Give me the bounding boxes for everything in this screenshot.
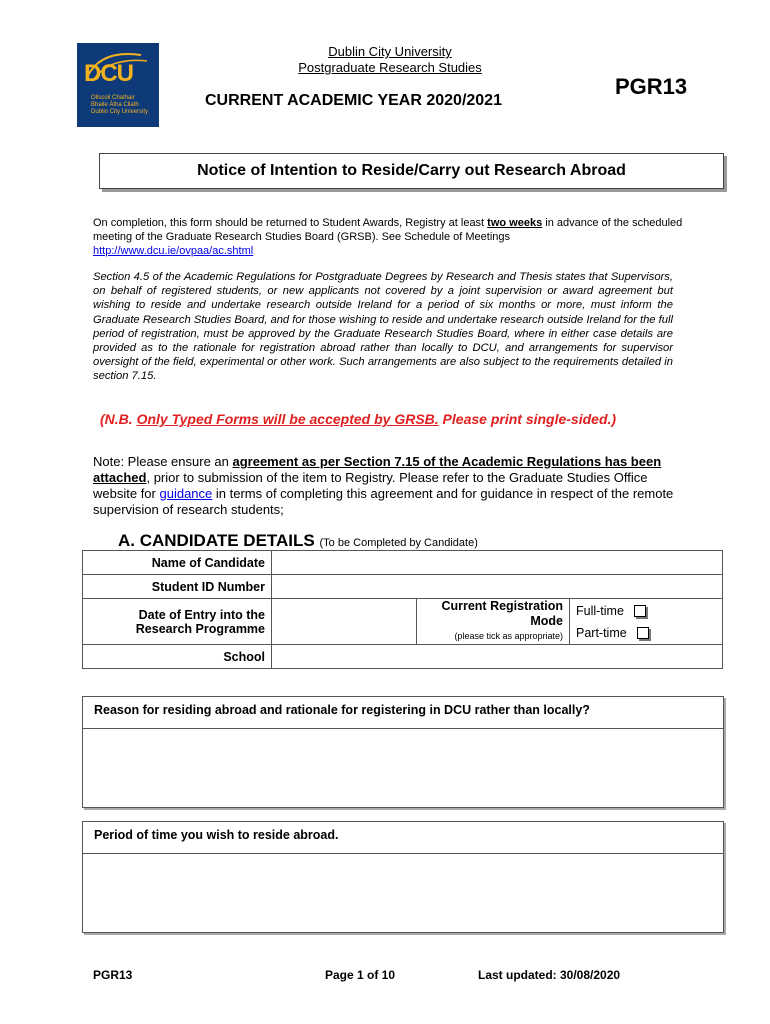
student-id-input[interactable]	[272, 575, 723, 599]
reason-box	[82, 696, 724, 808]
form-code: PGR13	[615, 74, 688, 99]
dcu-logo	[77, 43, 159, 127]
university-name: Dublin City University	[328, 44, 452, 59]
form-title-box	[99, 153, 724, 189]
office-name: Postgraduate Research Studies	[298, 60, 482, 75]
registration-mode-label: Current Registration Mode (please tick as appropriate)	[417, 599, 570, 645]
entry-date-label: Date of Entry into the Research Programme	[83, 599, 272, 645]
parttime-checkbox[interactable]	[637, 627, 649, 639]
schedule-link[interactable]: http://www.dcu.ie/ovpaa/ac.shtml	[93, 245, 254, 257]
academic-year: CURRENT ACADEMIC YEAR 2020/2021	[205, 92, 502, 109]
reason-textarea[interactable]	[83, 729, 723, 805]
footer-code: PGR13	[93, 968, 133, 982]
footer-page: Page 1 of 10	[325, 968, 396, 982]
period-question: Period of time you wish to reside abroad.	[83, 822, 723, 854]
registration-mode-options: Full-time Part-time	[570, 599, 723, 645]
school-label: School	[83, 645, 272, 669]
entry-date-input[interactable]	[272, 599, 417, 645]
name-label: Name of Candidate	[83, 551, 272, 575]
section-a-heading: A. CANDIDATE DETAILS (To be Completed by Candidate)	[118, 531, 478, 550]
school-input[interactable]	[272, 645, 723, 669]
name-input[interactable]	[272, 551, 723, 575]
footer-updated: Last updated: 30/08/2020	[478, 968, 621, 982]
logo-text: DCU	[84, 60, 133, 87]
candidate-details-table	[82, 550, 723, 669]
nb-notice: (N.B. Only Typed Forms will be accepted by GRSB. Please print single-sided.)	[100, 411, 617, 427]
reason-question: Reason for residing abroad and rationale for registering in DCU rather than locally?	[83, 697, 723, 729]
student-id-label: Student ID Number	[83, 575, 272, 599]
guidance-link[interactable]: guidance	[159, 486, 213, 501]
intro-paragraph: On completion, this form should be returned to Student Awards, Registry at least two weeks in advance of the scheduled meeting of the Graduate Research Studies Board (GRSB). See Schedule of Meetings http://www.dcu.ie/ovpaa/ac.shtml	[93, 217, 683, 257]
note-paragraph: Note: Please ensure an agreement as per Section 7.15 of the Academic Regulations has been attached, prior to submission of the item to Registry. Please refer to the Graduate Studies Office website for guidance in terms of completing this agreement and for guidance in respect of the remote supervision of research students;	[93, 454, 674, 517]
form-title: Notice of Intention to Reside/Carry out Research Abroad	[197, 162, 626, 179]
logo-subtext: Ollscoil Chathair Bhaile Átha Cliath Dublin City University	[91, 95, 149, 115]
period-box	[82, 821, 724, 933]
regulations-paragraph: Section 4.5 of the Academic Regulations for Postgraduate Degrees by Research and Thesis states that Supervisors, on behalf of registered students, or new applicants not covered by a joint supervision or award agreement but wishing to reside and undertake research outside Ireland for a period of six months or more, must inform the Graduate Research Studies Board, and for those wishing to reside and undertake research outside Ireland for the full period of registration, must be approved by the Graduate Research Studies Board, where in either case details are provided as to the rationale for registration abroad rather than locally to DCU, and arrangements for supervisor oversight of the field, experimental or other work. Such arrangements are also subject to the requirements detailed in section 7.15.	[93, 271, 673, 383]
fulltime-checkbox[interactable]	[634, 605, 646, 617]
period-textarea[interactable]	[83, 854, 723, 930]
